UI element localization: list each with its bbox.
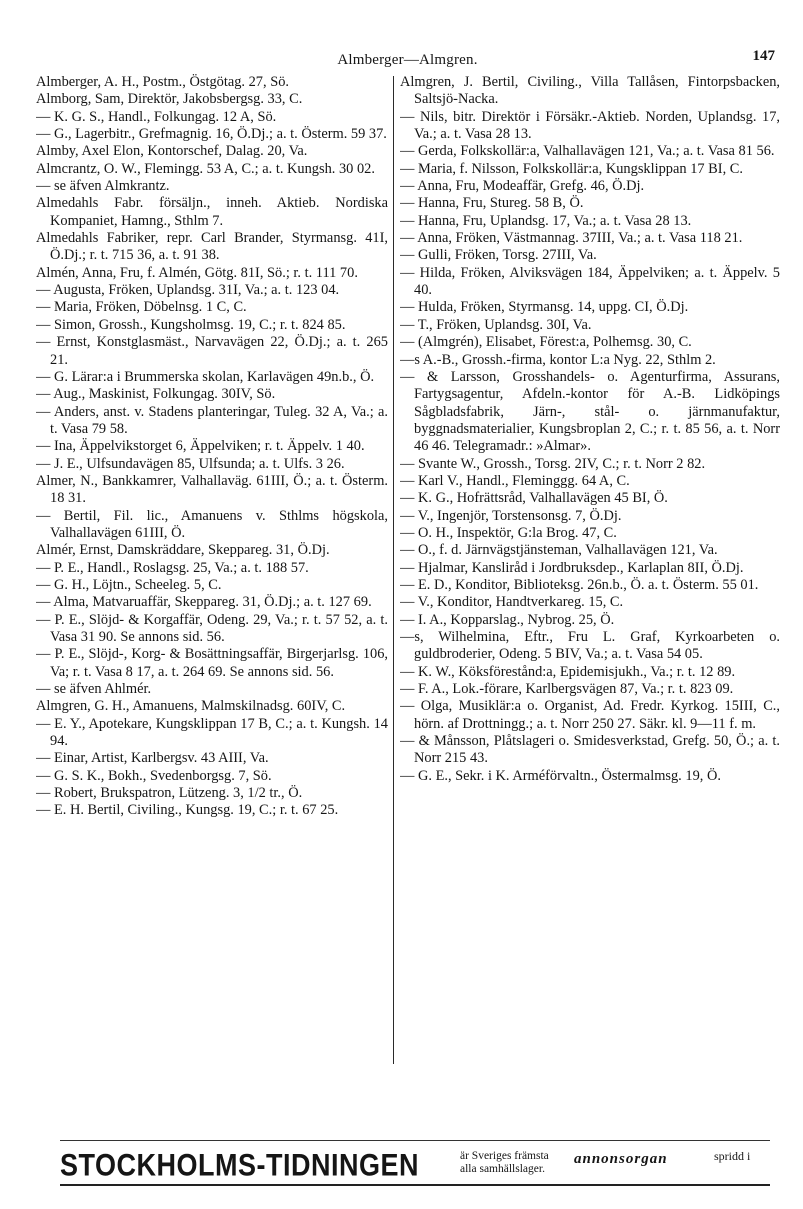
directory-entry: — Anna, Fru, Modeaffär, Grefg. 46, Ö.Dj.: [400, 178, 645, 195]
directory-entry: — Ina, Äppelvikstorget 6, Äppelviken; r. t. Äppelv. 1 40.: [36, 438, 365, 455]
directory-entry: — Karl V., Handl., Fleminggg. 64 A, C.: [400, 472, 630, 489]
directory-entry: — Hjalmar, Kansliråd i Jordbruksdep., Karlaplan 8II, Ö.Dj.: [400, 559, 744, 576]
directory-entry: — Maria, f. Nilsson, Folkskollär:a, Kungsklippan 17 BI, C.: [400, 160, 743, 177]
directory-entry: Almborg, Sam, Direktör, Jakobsbergsg. 33, C.: [36, 91, 303, 108]
directory-entry: — Ernst, Konstglasmäst., Narvavägen 22, Ö.Dj.; a. t. 265 21.: [36, 334, 388, 368]
directory-entry: — E. H. Bertil, Civiling., Kungsg. 19, C.; r. t. 67 25.: [36, 802, 339, 819]
directory-entry: Almén, Anna, Fru, f. Almén, Götg. 81I, Sö.; r. t. 111 70.: [36, 264, 358, 281]
directory-entry: — K. G., Hofrättsråd, Valhallavägen 45 BI, Ö.: [400, 490, 668, 507]
column-divider: [393, 76, 394, 1064]
running-title: Almberger—Almgren.: [337, 52, 478, 68]
directory-entry: — G. Lärar:a i Brummerska skolan, Karlavägen 49n.b., Ö.: [36, 368, 375, 385]
directory-entry: Almgren, G. H., Amanuens, Malmskilnadsg. 60IV, C.: [36, 698, 346, 715]
directory-entry: Almby, Axel Elon, Kontorschef, Dalag. 20, Va.: [36, 143, 308, 160]
directory-entry: — Olga, Musiklär:a o. Organist, Ad. Fredr. Kyrkog. 15III, C., hörn. af Drottningg.; a. t. Norr 250 27. Säkr. kl. 9—11 f. m.: [400, 698, 780, 732]
footer-rule-bottom: [60, 1184, 770, 1186]
directory-entry: — & Månsson, Plåtslageri o. Smidesverkstad, Grefg. 50, Ö.; a. t. Norr 215 43.: [400, 733, 780, 767]
directory-entry: Almgren, J. Bertil, Civiling., Villa Tallåsen, Fintorpsbacken, Saltsjö-Nacka.: [400, 74, 780, 108]
tagline-line-2: alla samhällslager.: [460, 1163, 545, 1175]
directory-entry: — E. Y., Apotekare, Kungsklippan 17 B, C.; a. t. Kungsh. 14 94.: [36, 715, 388, 750]
directory-entry: — Nils, bitr. Direktör i Försäkr.-Aktieb. Norden, Uplandsg. 17, Va.; a. t. Vasa 28 13.: [400, 108, 780, 143]
directory-entry: — se äfven Almkrantz.: [36, 178, 170, 195]
directory-columns: [36, 74, 780, 1074]
directory-entry: — K. W., Köksförestånd:a, Epidemisjukh., Va.; r. t. 12 89.: [400, 663, 736, 680]
directory-entry: — se äfven Ahlmér.: [36, 681, 152, 698]
directory-entry: — V., Ingenjör, Torstensonsg. 7, Ö.Dj.: [400, 507, 622, 524]
page-number: 147: [752, 48, 775, 64]
directory-entry: — Aug., Maskinist, Folkungag. 30IV, Sö.: [36, 386, 276, 403]
directory-entry: — V., Konditor, Handtverkareg. 15, C.: [400, 594, 624, 611]
directory-entry: Almcrantz, O. W., Flemingg. 53 A, C.; a. t. Kungsh. 30 02.: [36, 160, 375, 177]
directory-entry: — Robert, Brukspatron, Lützeng. 3, 1/2 tr., Ö.: [36, 785, 303, 802]
left-column: [36, 74, 388, 1074]
directory-entry: — Alma, Matvaruaffär, Skeppareg. 31, Ö.Dj.; a. t. 127 69.: [36, 594, 372, 611]
newspaper-name: STOCKHOLMS-TIDNINGEN: [60, 1148, 419, 1183]
directory-entry: — Einar, Artist, Karlbergsv. 43 AIII, Va.: [36, 750, 269, 767]
directory-entry: Almedahls Fabriker, repr. Carl Brander, Styrmansg. 41I, Ö.Dj.; r. t. 715 36, a. t. 91 38.: [36, 230, 388, 264]
directory-entry: — G. H., Löjtn., Scheeleg. 5, C.: [36, 576, 222, 593]
directory-entry: — G. E., Sekr. i K. Arméförvaltn., Östermalmsg. 19, Ö.: [400, 767, 721, 784]
brand-word: annonsorgan: [574, 1151, 668, 1167]
directory-entry: — Anders, anst. v. Stadens planteringar, Tuleg. 32 A, Va.; a. t. Vasa 79 58.: [36, 403, 388, 437]
directory-entry: — Augusta, Fröken, Uplandsg. 31I, Va.; a. t. 123 04.: [36, 282, 340, 299]
page-header: [40, 48, 775, 74]
directory-entry: — Simon, Grossh., Kungsholmsg. 19, C.; r. t. 824 85.: [36, 316, 346, 333]
advertisement-footer: [60, 1140, 770, 1186]
directory-entry: — Hilda, Fröken, Alviksvägen 184, Äppelviken; a. t. Äppelv. 5 40.: [400, 264, 780, 299]
directory-entry: — (Almgrén), Elisabet, Förest:a, Polhemsg. 30, C.: [400, 334, 692, 351]
directory-entry: —s A.-B., Grossh.-firma, kontor L:a Nyg. 22, Sthlm 2.: [400, 351, 716, 368]
directory-entry: — K. G. S., Handl., Folkungag. 12 A, Sö.: [36, 108, 277, 125]
directory-entry: Almedahls Fabr. försäljn., inneh. Aktieb. Nordiska Kompaniet, Hamng., Sthlm 7.: [36, 195, 388, 229]
directory-entry: Almberger, A. H., Postm., Östgötag. 27, Sö.: [36, 74, 289, 90]
footer-rule-top: [60, 1140, 770, 1141]
directory-entry: — T., Fröken, Uplandsg. 30I, Va.: [400, 316, 592, 333]
directory-entry: — P. E., Slöjd- & Korgaffär, Odeng. 29, Va.; r. t. 57 52, a. t. Vasa 31 90. Se annons sid. 56.: [36, 611, 388, 645]
directory-entry: — O. H., Inspektör, G:la Brog. 47, C.: [400, 524, 617, 541]
directory-entry: — P. E., Slöjd-, Korg- & Bosättningsaffär, Birgerjarlsg. 106, Va; r. t. Vasa 8 17, a. t. 264 69. Se annons sid. 56.: [36, 646, 388, 680]
directory-entry: — Gerda, Folkskollär:a, Valhallavägen 121, Va.; a. t. Vasa 81 56.: [400, 143, 775, 160]
directory-entry: — G. S. K., Bokh., Svedenborgsg. 7, Sö.: [36, 767, 272, 784]
directory-entry: — G., Lagerbitr., Grefmagnig. 16, Ö.Dj.; a. t. Österm. 59 37.: [36, 126, 387, 143]
tagline-line-1: är Sveriges främsta: [460, 1150, 549, 1162]
directory-entry: Almér, Ernst, Damskräddare, Skeppareg. 31, Ö.Dj.: [36, 542, 330, 559]
directory-entry: —s, Wilhelmina, Eftr., Fru L. Graf, Kyrkoarbeten o. guldbroderier, Odeng. 5 BIV, Va.; a. t. Vasa 54 05.: [400, 629, 780, 663]
directory-entry: — J. E., Ulfsundavägen 85, Ulfsunda; a. t. Ulfs. 3 26.: [36, 455, 345, 472]
directory-entry: — Anna, Fröken, Västmannag. 37III, Va.; a. t. Vasa 118 21.: [400, 230, 743, 247]
directory-entry: — Hanna, Fru, Stureg. 58 B, Ö.: [400, 195, 584, 212]
directory-entry: — Svante W., Grossh., Torsg. 2IV, C.; r. t. Norr 2 82.: [400, 455, 706, 472]
directory-entry: Almer, N., Bankkamrer, Valhallaväg. 61III, Ö.; a. t. Österm. 18 31.: [36, 472, 388, 507]
directory-entry: — P. E., Handl., Roslagsg. 25, Va.; a. t. 188 57.: [36, 559, 309, 576]
directory-entry: — Hulda, Fröken, Styrmansg. 14, uppg. CI, Ö.Dj.: [400, 299, 689, 316]
directory-entry: — Hanna, Fru, Uplandsg. 17, Va.; a. t. Vasa 28 13.: [400, 212, 692, 229]
right-column: [400, 74, 780, 1074]
tagline-stack: [460, 1150, 549, 1176]
spread-text: spridd i: [714, 1149, 751, 1163]
directory-entry: — I. A., Kopparslag., Nybrog. 25, Ö.: [400, 611, 615, 628]
directory-entry: — & Larsson, Grosshandels- o. Agenturfirma, Assurans, Fartygsagentur, Afdeln.-kontor för A.-B. Lidköpings Sågbladsfabrik, Järn-, stål- o. järnmanufaktur, byggnadsmaterialier, Kungsbroplan 2, C.; r. t. 85 56, a. t. Norr 46 46. Telegramadr.: »Almar».: [400, 368, 780, 455]
directory-entry: — O., f. d. Järnvägstjänsteman, Valhallavägen 121, Va.: [400, 542, 718, 559]
directory-entry: — Maria, Fröken, Döbelnsg. 1 C, C.: [36, 299, 247, 316]
directory-entry: — Gulli, Fröken, Torsg. 27III, Va.: [400, 247, 597, 264]
directory-entry: — F. A., Lok.-förare, Karlbergsvägen 87, Va.; r. t. 823 09.: [400, 681, 734, 698]
directory-entry: — E. D., Konditor, Biblioteksg. 26n.b., Ö. a. t. Österm. 55 01.: [400, 576, 759, 593]
directory-entry: — Bertil, Fil. lic., Amanuens v. Sthlms högskola, Valhallavägen 61III, Ö.: [36, 507, 388, 541]
